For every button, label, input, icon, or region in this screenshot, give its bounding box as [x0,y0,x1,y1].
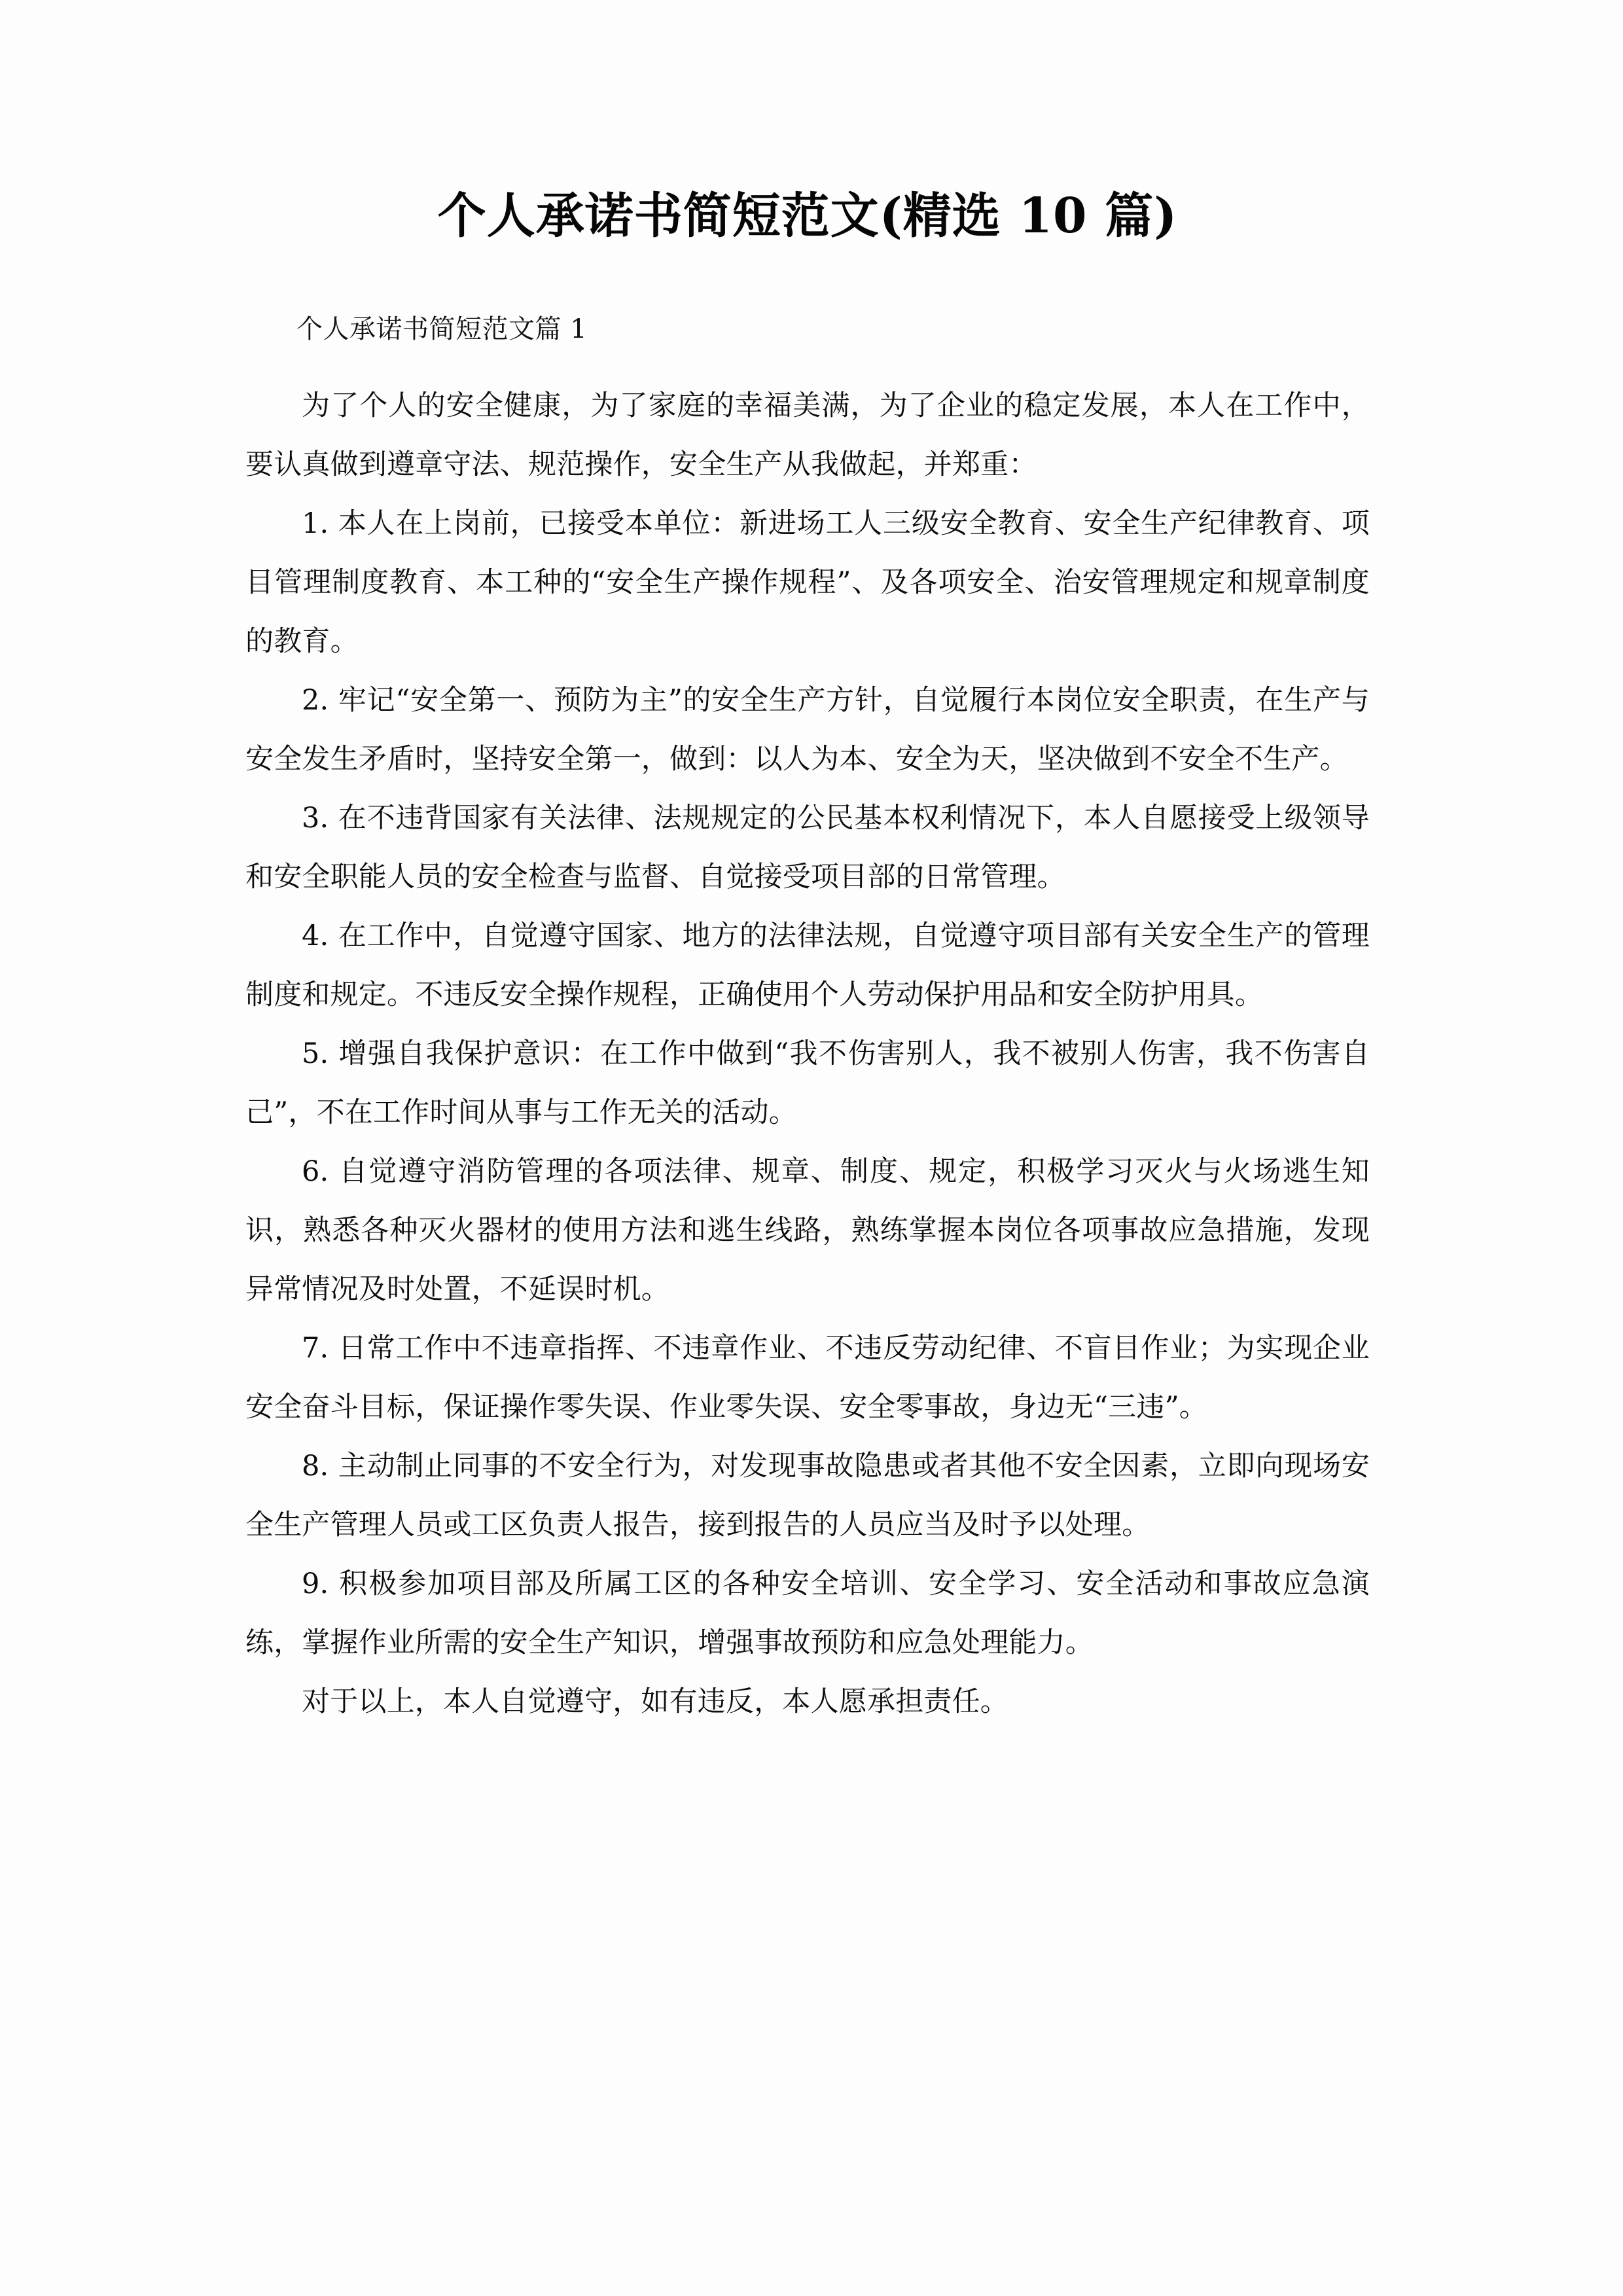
closing-paragraph: 对于以上，本人自觉遵守，如有违反，本人愿承担责任。 [302,1685,1008,1719]
paragraph: 6. 自觉遵守消防管理的各项法律、规章、制度、规定，积极学习灭火与火场逃生知识，熟悉各种灭火器材的使用方法和逃生线路，熟练掌握本岗位各项事故应急措施，发现异常情况及时处置，不延误时机。 [245,1155,1370,1306]
paragraph: 5. 增强自我保护意识：在工作中做到“我不伤害别人，我不被别人伤害，我不伤害自己”，不在工作时间从事与工作无关的活动。 [245,1037,1370,1130]
paragraph: 2. 牢记“安全第一、预防为主”的安全生产方针，自觉履行本岗位安全职责，在生产与安全发生矛盾时，坚持安全第一，做到：以人为本、安全为天，坚决做到不安全不生产。 [245,684,1370,776]
paragraph: 9. 积极参加项目部及所属工区的各种安全培训、安全学习、安全活动和事故应急演练，掌握作业所需的安全生产知识，增强事故预防和应急处理能力。 [245,1568,1370,1660]
document-subtitle: 个人承诺书简短范文篇 1 [296,314,588,345]
paragraph: 1. 本人在上岗前，已接受本单位：新进场工人三级安全教育、安全生产纪律教育、项目管理制度教育、本工种的“安全生产操作规程”、及各项安全、治安管理规定和规章制度的教育。 [245,507,1370,658]
paragraph: 8. 主动制止同事的不安全行为，对发现事故隐患或者其他不安全因素，立即向现场安全生产管理人员或工区负责人报告，接到报告的人员应当及时予以处理。 [245,1450,1370,1542]
paragraph: 3. 在不违背国家有关法律、法规规定的公民基本权利情况下，本人自愿接受上级领导和安全职能人员的安全检查与监督、自觉接受项目部的日常管理。 [245,802,1370,894]
page-title: 个人承诺书简短范文(精选 10 篇) [437,188,1178,244]
paragraph: 为了个人的安全健康，为了家庭的幸福美满，为了企业的稳定发展，本人在工作中，要认真做到遵章守法、规范操作，安全生产从我做起，并郑重： [245,389,1370,482]
paragraph: 4. 在工作中，自觉遵守国家、地方的法律法规，自觉遵守项目部有关安全生产的管理制度和规定。不违反安全操作规程，正确使用个人劳动保护用品和安全防护用具。 [245,920,1370,1012]
document-body [245,0,1370,1731]
paragraph: 7. 日常工作中不违章指挥、不违章作业、不违反劳动纪律、不盲目作业；为实现企业安全奋斗目标，保证操作零失误、作业零失误、安全零事故，身边无“三违”。 [245,1332,1370,1424]
